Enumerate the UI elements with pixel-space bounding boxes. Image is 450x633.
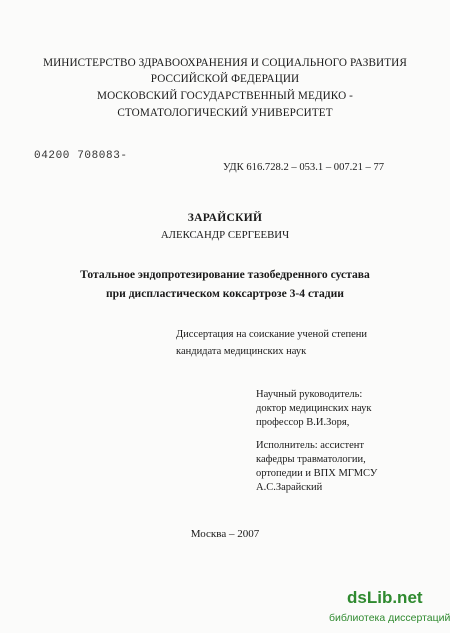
dissertation-title-line-2: при диспластическом коксартрозе 3-4 стадии — [105, 287, 344, 300]
advisor-label: Научный руководитель: — [256, 389, 363, 400]
executor-department: кафедры травматологии, — [256, 454, 366, 465]
executor-name: А.С.Зарайский — [256, 482, 323, 493]
advisor-name: профессор В.И.Зоря, — [256, 417, 350, 428]
author-surname: ЗАРАЙСКИЙ — [187, 212, 263, 224]
ministry-line-2: РОССИЙСКОЙ ФЕДЕРАЦИИ — [150, 73, 300, 85]
degree-line-2: кандидата медицинских наук — [176, 346, 307, 357]
author-given-names: АЛЕКСАНДР СЕРГЕЕВИЧ — [160, 229, 290, 241]
dissertation-title-line-1: Тотальное эндопротезирование тазобедренного сустава — [80, 268, 370, 281]
executor-label: Исполнитель: ассистент — [256, 440, 364, 451]
executor-department-2: ортопедии и ВПХ МГМСУ — [256, 468, 378, 479]
dslib-subtitle: библиотека диссертаций — [329, 612, 450, 624]
document-code: 04200 708083- — [34, 150, 128, 162]
university-line-2: СТОМАТОЛОГИЧЕСКИЙ УНИВЕРСИТЕТ — [117, 107, 333, 119]
dslib-logo: dsLib.net — [347, 588, 423, 607]
city-year: Москва – 2007 — [190, 528, 260, 540]
ministry-line-1: МИНИСТЕРСТВО ЗДРАВООХРАНЕНИЯ И СОЦИАЛЬНОГО РАЗВИТИЯ — [43, 57, 407, 69]
university-line-1: МОСКОВСКИЙ ГОСУДАРСТВЕННЫЙ МЕДИКО - — [97, 90, 353, 102]
advisor-degree: доктор медицинских наук — [256, 403, 372, 414]
udk-code: УДК 616.728.2 – 053.1 – 007.21 – 77 — [223, 162, 385, 173]
degree-line-1: Диссертация на соискание ученой степени — [176, 329, 368, 340]
